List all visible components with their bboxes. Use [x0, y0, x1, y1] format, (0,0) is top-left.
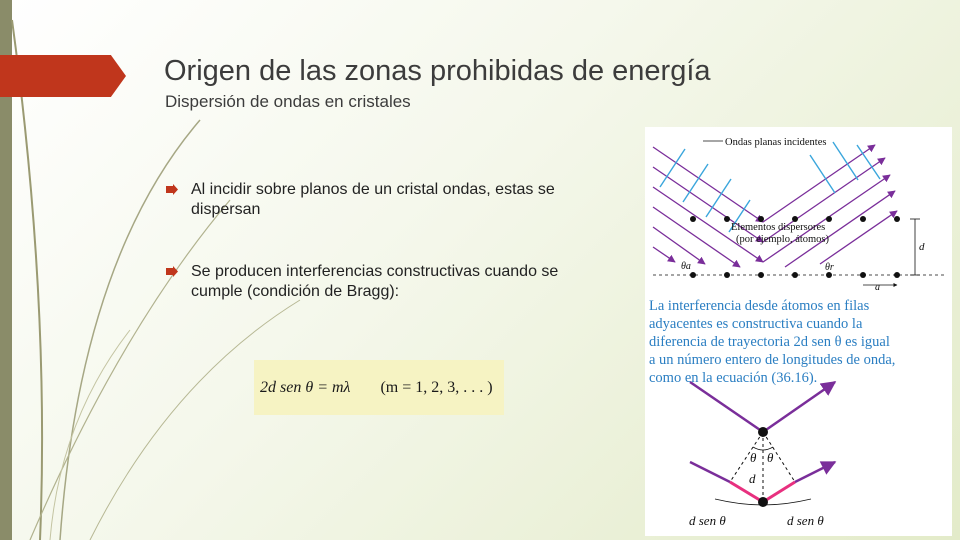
d-label-top: d	[919, 241, 925, 253]
bullet-text: Al incidir sobre planos de un cristal ondas, estas se dispersan	[191, 181, 555, 218]
incident-waves-label: Ondas planas incidentes	[725, 137, 827, 148]
arrow-bullet-icon	[166, 266, 178, 277]
bullet-item-scattering	[166, 180, 586, 220]
bullet-item-bragg	[166, 262, 586, 302]
slide-subtitle: Dispersión de ondas en cristales	[165, 92, 411, 111]
theta-r-label: θr	[825, 262, 834, 273]
arrow-bullet-icon	[166, 184, 178, 195]
slide-title: Origen de las zonas prohibidas de energía	[164, 55, 711, 87]
bottom-detail	[689, 382, 835, 528]
scatterers-label-line2: (por ejemplo, átomos)	[736, 234, 830, 245]
formula-rhs: (m = 1, 2, 3, . . . )	[380, 378, 493, 396]
a-label: a	[875, 282, 880, 293]
theta-right-label: θ	[767, 450, 774, 465]
d-label-bottom: d	[749, 471, 756, 486]
reflected-rays	[763, 145, 897, 267]
title-ribbon	[0, 55, 126, 97]
bragg-figure	[645, 127, 952, 536]
dsen-right-label: d sen θ	[787, 513, 824, 528]
bullet-list	[166, 180, 586, 344]
scatterers-label-line1: Elementos dispersores	[731, 222, 826, 233]
formula-lhs: 2d sen θ = mλ	[260, 378, 351, 396]
theta-left-label: θ	[750, 450, 757, 465]
bullet-text: Se producen interferencias constructivas cuando se cumple (condición de Bragg):	[191, 263, 559, 300]
dsen-left-label: d sen θ	[689, 513, 726, 528]
bragg-formula	[254, 360, 504, 415]
figure-caption: La interferencia desde átomos en filas adyacentes es constructiva cuando la diferencia de trayectoria 2d sen θ es igual a un número entero de longitudes de onda, como en la ecuación (36.16).	[649, 298, 896, 386]
theta-a-label: θa	[681, 261, 691, 272]
